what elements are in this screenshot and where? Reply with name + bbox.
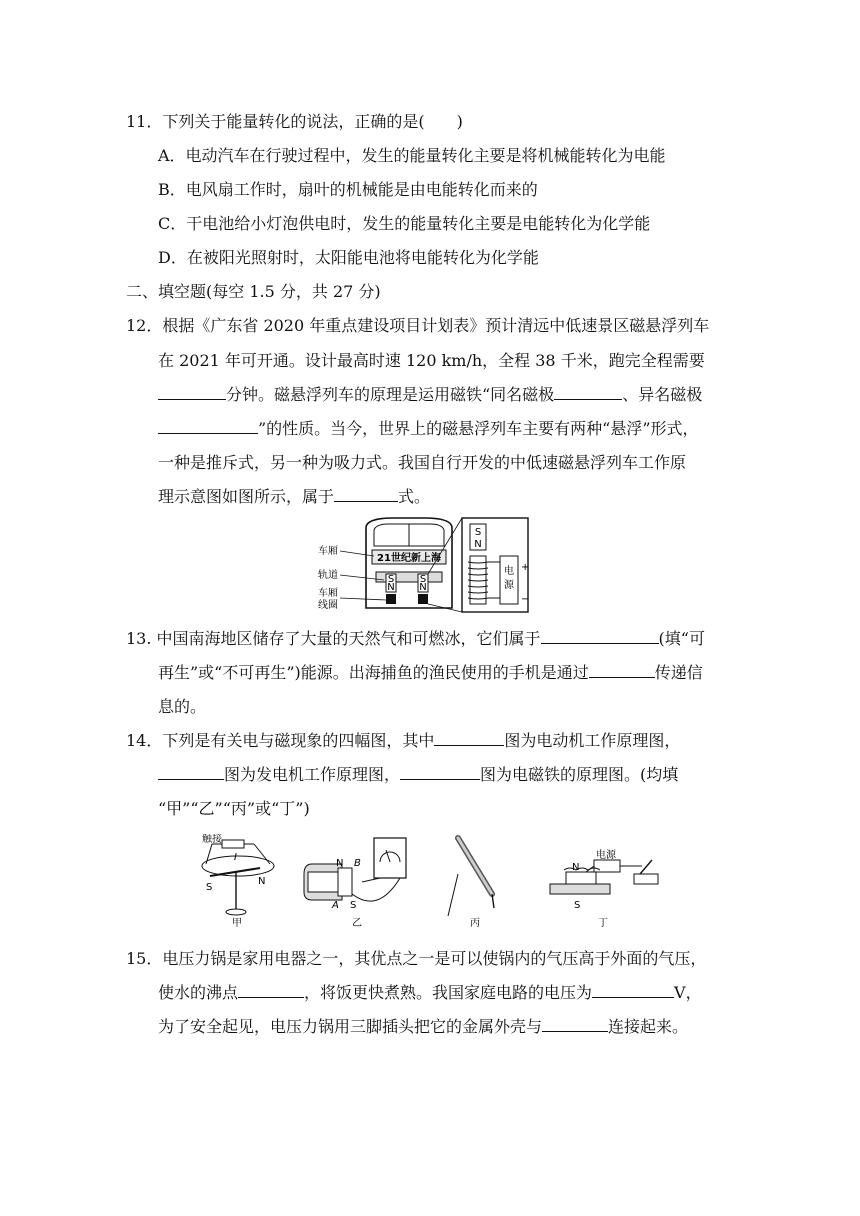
svg-text:N: N — [336, 858, 344, 869]
section-header-fill-in: 二、填空题(每空 1.5 分，共 27 分) — [126, 282, 381, 301]
svg-text:N: N — [474, 539, 482, 550]
fig-jia — [196, 834, 280, 930]
svg-text:I: I — [234, 852, 237, 863]
answer-blank — [158, 385, 226, 400]
q12-line-4: ”的性质。当今，世界上的磁悬浮列车主要有两种“悬浮”形式， — [158, 419, 699, 439]
q14-line-3: “甲”“乙”“丙”或“丁”) — [158, 799, 310, 818]
q12-line-6: 理示意图如图所示，属于 式。 — [158, 487, 431, 506]
label-yi: 乙 — [352, 918, 362, 929]
answer-blank — [158, 419, 258, 434]
q12-line-1: 12．根据《广东省 2020 年重点建设项目计划表》预计清远中低速景区磁悬浮列车 — [126, 316, 710, 335]
answer-blank — [554, 385, 622, 400]
maglev-diagram — [318, 516, 532, 614]
svg-text:B: B — [354, 858, 361, 869]
svg-text:电源: 电源 — [596, 850, 616, 861]
q15-line-2: 使水的沸点 ，将饭更快煮熟。我国家庭电路的电压为 V， — [158, 983, 702, 1002]
answer-blank — [400, 765, 480, 780]
q13-line-3: 息的。 — [158, 697, 207, 716]
car-label: 车厢 — [318, 546, 338, 557]
q14-line-2: 图为发电机工作原理图， 图为电磁铁的原理图。(均填 — [158, 765, 678, 785]
answer-blank — [238, 983, 304, 998]
train-banner: 21世纪新上海 — [377, 553, 441, 564]
coil-label-1: 车厢 — [318, 588, 338, 599]
answer-blank — [589, 663, 655, 678]
q11-option-a: A．电动汽车在行驶过程中，发生的能量转化主要是将机械能转化为电能 — [158, 146, 666, 165]
svg-text:S: S — [387, 574, 395, 585]
svg-text:S: S — [474, 527, 482, 538]
label-ding: 丁 — [598, 918, 608, 929]
svg-text:S: S — [574, 900, 581, 911]
q11-stem: 11．下列关于能量转化的说法，正确的是( ) — [126, 112, 463, 131]
q12-line-3: 分钟。磁悬浮列车的原理是运用磁铁“同名磁极 、异名磁极 — [158, 385, 702, 405]
answer-blank — [541, 629, 659, 644]
fig-ding — [546, 834, 668, 930]
svg-text:S: S — [419, 574, 427, 585]
q12-line-2: 在 2021 年可开通。设计最高时速 120 km/h，全程 38 千米，跑完全程需要 — [158, 351, 705, 370]
q13-line-1: 13. 中国南海地区储存了大量的天然气和可燃冰，它们属于 (填“可 — [126, 629, 705, 648]
svg-text:N: N — [387, 582, 395, 593]
svg-text:N: N — [258, 876, 266, 887]
svg-text:触接: 触接 — [202, 834, 222, 845]
svg-text:A: A — [332, 900, 339, 911]
svg-text:电: 电 — [504, 566, 514, 577]
svg-text:N: N — [419, 582, 427, 593]
label-jia: 甲 — [232, 918, 242, 929]
fig-bing — [444, 834, 504, 930]
svg-text:−: − — [521, 594, 530, 605]
q15-line-3: 为了安全起见，电压力锅用三脚插头把它的金属外壳与 连接起来。 — [158, 1017, 689, 1036]
svg-text:源: 源 — [504, 580, 514, 591]
svg-text:S: S — [350, 900, 357, 911]
svg-text:S: S — [206, 882, 213, 893]
q11-option-c: C．干电池给小灯泡供电时，发生的能量转化主要是电能转化为化学能 — [158, 214, 651, 233]
q13-line-2: 再生”或“不可再生”)能源。出海捕鱼的渔民使用的手机是通过 传递信 — [158, 663, 703, 682]
answer-blank — [334, 487, 398, 502]
answer-blank — [542, 1017, 608, 1032]
svg-text:N: N — [572, 862, 580, 873]
answer-blank — [158, 765, 224, 780]
answer-blank — [434, 731, 504, 746]
q11-option-d: D．在被阳光照射时，太阳能电池将电能转化为化学能 — [158, 248, 539, 267]
label-bing: 丙 — [470, 918, 480, 929]
answer-blank — [592, 983, 674, 998]
q12-line-5: 一种是推斥式，另一种为吸力式。我国自行开发的中低速磁悬浮列车工作原 — [158, 453, 687, 472]
q14-line-1: 14．下列是有关电与磁现象的四幅图，其中 图为电动机工作原理图， — [126, 731, 681, 750]
fig-yi — [302, 834, 414, 930]
track-label: 轨道 — [318, 570, 338, 581]
svg-text:+: + — [521, 562, 530, 573]
coil-label-2: 线圈 — [318, 600, 338, 611]
q11-option-b: B．电风扇工作时，扇叶的机械能是由电能转化而来的 — [158, 180, 538, 199]
q15-line-1: 15．电压力锅是家用电器之一，其优点之一是可以使锅内的气压高于外面的气压， — [126, 949, 707, 968]
